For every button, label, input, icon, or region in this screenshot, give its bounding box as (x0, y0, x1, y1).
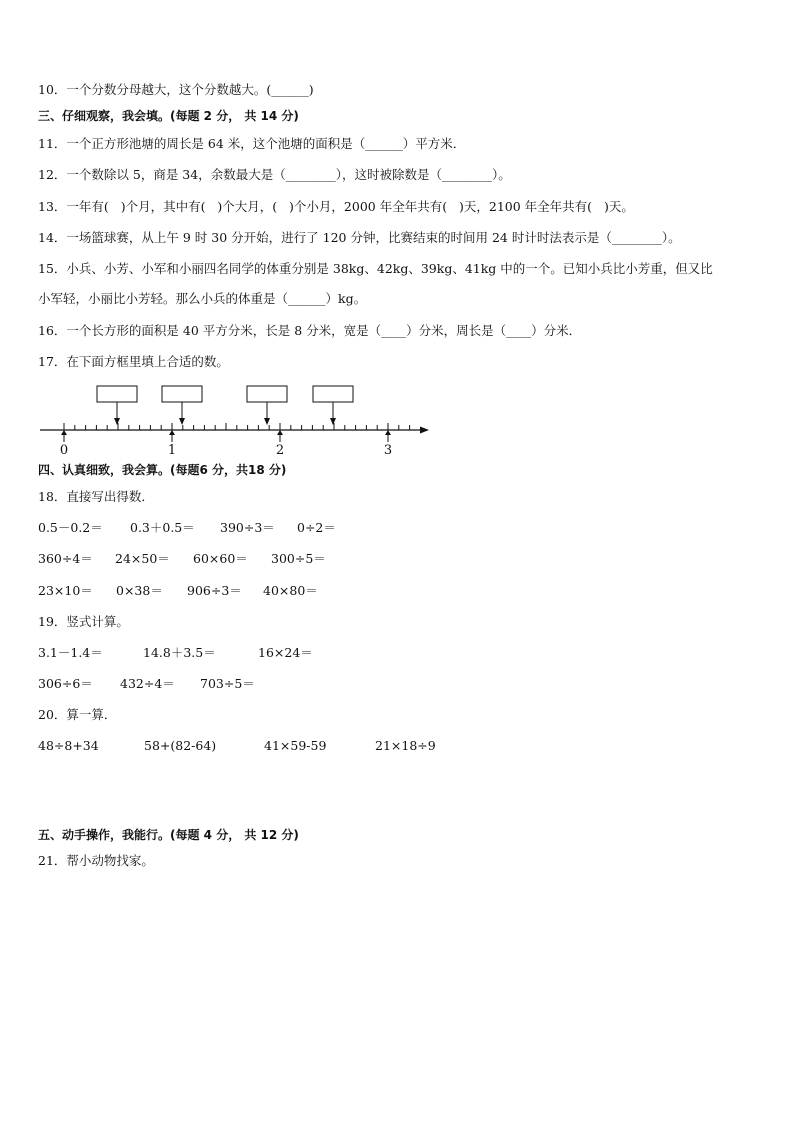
question-16: 16．一个长方形的面积是 40 平方分米，长是 8 分米，宽是（____）分米，周长是（____）分米． (38, 323, 582, 338)
label-arrows (64, 432, 388, 442)
answer-box-1[interactable] (97, 386, 137, 402)
label-arrowheads (61, 430, 391, 435)
question-19: 19．竖式计算。 (38, 614, 129, 629)
section-5-heading: 五、动手操作，我能行。(每题 4 分， 共 12 分) (38, 828, 299, 842)
question-13: 13．一年有( )个月，其中有( )个大月，( )个小月，2000 年全年共有( )天，2100 年全年共有( )天。 (38, 199, 634, 214)
axis-label-2: 2 (275, 443, 285, 458)
q18-item-1-2: 0.3＋0.5＝ (130, 520, 195, 535)
q18-item-1-1: 0.5－0.2＝ (38, 520, 103, 535)
axis-label-0: 0 (59, 443, 69, 458)
question-18: 18．直接写出得数． (38, 489, 154, 504)
q19-item-1-2: 14.8＋3.5＝ (143, 645, 216, 660)
question-15-line-1: 15．小兵、小芳、小军和小丽四名同学的体重分别是 38kg、42kg、39kg、41kg 中的一个。已知小兵比小芳重，但又比 (38, 261, 713, 276)
q19-item-2-3: 703÷5＝ (200, 676, 255, 691)
question-21: 21．帮小动物找家。 (38, 853, 154, 868)
question-20: 20．算一算． (38, 707, 117, 722)
number-line-figure (36, 380, 436, 458)
question-15-line-2: 小军轻，小丽比小芳轻。那么小兵的体重是（______）kg。 (38, 291, 367, 306)
q18-item-2-3: 60×60＝ (193, 551, 248, 566)
q18-item-3-2: 0×38＝ (116, 583, 163, 598)
q18-item-1-3: 390÷3＝ (220, 520, 275, 535)
question-11: 11．一个正方形池塘的周长是 64 米，这个池塘的面积是（______）平方米． (38, 136, 466, 151)
q19-item-2-2: 432÷4＝ (120, 676, 175, 691)
q19-item-1-1: 3.1－1.4＝ (38, 645, 103, 660)
axis-arrowhead (420, 427, 429, 434)
q19-item-2-1: 306÷6＝ (38, 676, 93, 691)
q18-item-2-4: 300÷5＝ (271, 551, 326, 566)
q18-item-2-2: 24×50＝ (115, 551, 170, 566)
q19-item-1-3: 16×24＝ (258, 645, 313, 660)
question-12: 12．一个数除以 5，商是 34，余数最大是（________），这时被除数是（________）。 (38, 167, 511, 182)
axis-label-3: 3 (383, 443, 393, 458)
answer-box-2[interactable] (162, 386, 202, 402)
q20-item-4: 21×18÷9 (375, 738, 436, 753)
question-10: 10．一个分数分母越大，这个分数越大。(______) (38, 82, 314, 97)
box-arrows (117, 402, 333, 422)
answer-boxes (97, 386, 353, 402)
q18-item-3-3: 906÷3＝ (187, 583, 242, 598)
axis-label-1: 1 (167, 443, 177, 458)
q18-item-3-4: 40×80＝ (263, 583, 318, 598)
section-4-heading: 四、认真细致，我会算。(每题6 分，共18 分) (38, 463, 287, 477)
answer-box-4[interactable] (313, 386, 353, 402)
section-3-heading: 三、仔细观察，我会填。(每题 2 分， 共 14 分) (38, 109, 299, 123)
box-arrowheads (114, 418, 336, 425)
q18-item-3-1: 23×10＝ (38, 583, 93, 598)
q18-item-2-1: 360÷4＝ (38, 551, 93, 566)
question-14: 14．一场篮球赛，从上午 9 时 30 分开始，进行了 120 分钟，比赛结束的时间用 24 时计时法表示是（________）。 (38, 230, 681, 245)
q18-item-1-4: 0÷2＝ (297, 520, 336, 535)
question-17: 17．在下面方框里填上合适的数。 (38, 354, 229, 369)
q20-item-3: 41×59-59 (264, 738, 327, 753)
answer-box-3[interactable] (247, 386, 287, 402)
q20-item-1: 48÷8+34 (38, 738, 99, 753)
q20-item-2: 58+(82-64) (144, 738, 217, 753)
axis-ticks (64, 423, 410, 430)
